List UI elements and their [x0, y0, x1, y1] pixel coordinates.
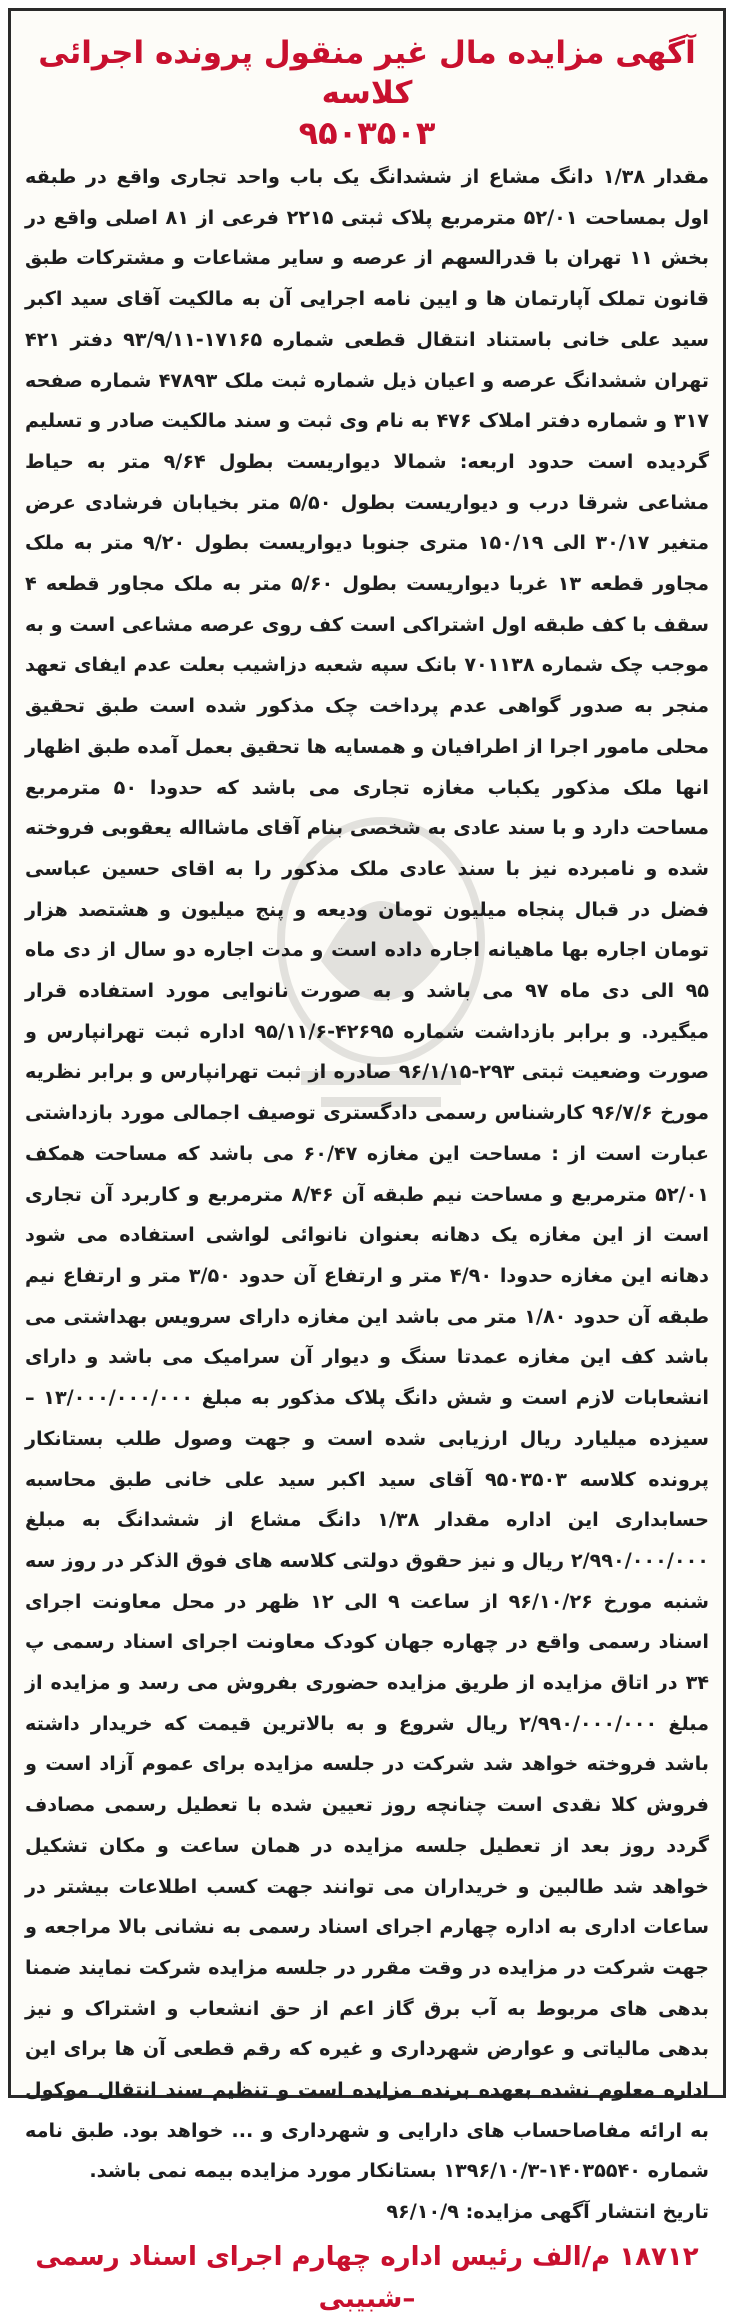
notice-body: مقدار ۱/۳۸ دانگ مشاع از ششدانگ یک باب واحد تجاری واقع در طبقه اول بمساحت ۵۲/۰۱ مترمربع پلاک ثبتی ۲۲۱۵ فرعی از ۸۱ اصلی واقع در بخش ۱۱ تهران با قدرالسهم از عرصه و سایر مشاعات و مشترکات طبق قانون تملک آپارتمان ها و ایین نامه اجرایی آن به مالکیت آقای سید اکبر سید علی خانی باستناد انتقال قطعی شماره ۱۷۱۶۵-۹۳/۹/۱۱ دفتر ۴۲۱ تهران ششدانگ عرصه و اعیان ذیل شماره ثبت ملک ۴۷۸۹۳ شماره صفحه ۳۱۷ و شماره دفتر املاک ۴۷۶ به نام وی ثبت و سند مالکیت صادر و تسلیم گردیده است حدود اربعه: شمالا دیواریست بطول ۹/۶۴ متر به حیاط مشاعی شرقا درب و دیواریست بطول ۵/۵۰ متر بخیابان فرشادی عرض متغیر ۳۰/۱۷ الی ۱۵۰/۱۹ متری جنوبا دیواریست بطول ۹/۲۰ متر به ملک مجاور قطعه ۱۳ غربا دیواریست بطول ۵/۶۰ متر به ملک مجاور قطعه ۴ سقف با کف طبقه اول اشتراکی است کف روی عرصه مشاعی است و به موجب چک شماره ۷۰۱۱۳۸ بانک سپه شعبه دزاشیب بعلت عدم ایفای تعهد منجر به صدور گواهی عدم پرداخت چک مذکور شده است طبق تحقیق محلی مامور اجرا از اطرافیان و همسایه ها تحقیق بعمل آمده طبق اظهار انها ملک مذکور یکباب مغازه تجاری می باشد که حدودا ۵۰ مترمربع مساحت دارد و با سند عادی به شخصی بنام آقای ماشااله یعقوبی فروخته شده و نامبرده نیز با سند عادی ملک مذکور را به اقای حسین عباسی فضل در قبال پنجاه میلیون تومان ودیعه و پنج میلیون و هشتصد هزار تومان اجاره بها ماهیانه اجاره داده است و مدت اجاره دو سال از دی ماه ۹۵ الی دی ماه ۹۷ می باشد و به صورت نانوایی مورد استفاده قرار میگیرد. و برابر بازداشت شماره ۴۲۶۹۵-۹۵/۱۱/۶ اداره ثبت تهرانپارس و صورت وضعیت ثبتی ۲۹۳-۹۶/۱/۱۵ صادره از ثبت تهرانپارس و برابر نظریه مورخ ۹۶/۷/۶ کارشناس رسمی دادگستری توصیف اجمالی مورد بازداشتی عبارت است از : مساحت این مغازه ۶۰/۴۷ می باشد که مساحت همکف ۵۲/۰۱ مترمربع و مساحت نیم طبقه آن ۸/۴۶ مترمربع و کاربرد آن تجاری است از این مغازه یک دهانه بعنوان نانوائی لواشی استفاده می شود دهانه این مغازه حدودا ۴/۹۰ متر و ارتفاع آن حدود ۳/۵۰ متر و ارتفاع نیم طبقه آن حدود ۱/۸۰ متر می باشد این مغازه دارای سرویس بهداشتی می باشد کف این مغازه عمدتا سنگ و دیوار آن سرامیک می باشد و دارای انشعابات لازم است و شش دانگ پلاک مذکور به مبلغ ۱۳/۰۰۰/۰۰۰/۰۰۰ –سیزده میلیارد ریال ارزیابی شده است و جهت وصول طلب بستانکار پرونده کلاسه ۹۵۰۳۵۰۳ آقای سید اکبر سید علی خانی طبق محاسبه حسابداری این اداره مقدار ۱/۳۸ دانگ مشاع از ششدانگ به مبلغ ۲/۹۹۰/۰۰۰/۰۰۰ ریال و نیز حقوق دولتی کلاسه های فوق الذکر در روز سه شنبه مورخ ۹۶/۱۰/۲۶ از ساعت ۹ الی ۱۲ ظهر در محل معاونت اجرای اسناد رسمی واقع در چهاره جهان کودک معاونت اجرای اسناد رسمی پ ۳۴ در اتاق مزایده از طریق مزایده حضوری بفروش می رسد و مزایده از مبلغ ۲/۹۹۰/۰۰۰/۰۰۰ ریال شروع و به بالاترین قیمت که خریدار داشته باشد فروخته خواهد شد شرکت در جلسه مزایده برای عموم آزاد است و فروش کلا نقدی است چنانچه روز تعیین شده با تعطیل رسمی مصادف گردد روز بعد از تعطیل جلسه مزایده در همان ساعت و مکان تشکیل خواهد شد طالبین و خریداران می توانند جهت کسب اطلاعات بیشتر در ساعات اداری به اداره چهارم اجرای اسناد رسمی به نشانی بالا مراجعه و جهت شرکت در مزایده در وقت مقرر در جلسه مزایده شرکت نمایند ضمنا بدهی های مربوط به آب برق گاز اعم از حق انشعاب و اشتراک و نیز بدهی مالیاتی و عوارض شهرداری و غیره که رقم قطعی آن ها برای این اداره معلوم نشده بعهده برنده مزایده است و تنظیم سند انتقال موکول به ارائه مفاصاحساب های دارایی و شهرداری و ... خواهد بود. طبق نامه شماره ۱۴۰۳۵۵۴۰-۱۳۹۶/۱۰/۳ بستانکار مورد مزایده بیمه نمی باشد. [25, 165, 710, 2183]
notice-signature: ۱۸۷۱۲ م/الف رئیس اداره چهارم اجرای اسناد رسمی –شبیبی [35, 2242, 699, 2315]
case-number: ۹۵۰۳۵۰۳ [298, 114, 436, 152]
notice-title: آگهی مزایده مال غیر منقول پرونده اجرائی کلاسه [38, 35, 696, 111]
publish-date: تاریخ انتشار آگهی مزایده: ۹۶/۱۰/۹ [386, 2200, 709, 2224]
notice-clipping [8, 8, 726, 2315]
